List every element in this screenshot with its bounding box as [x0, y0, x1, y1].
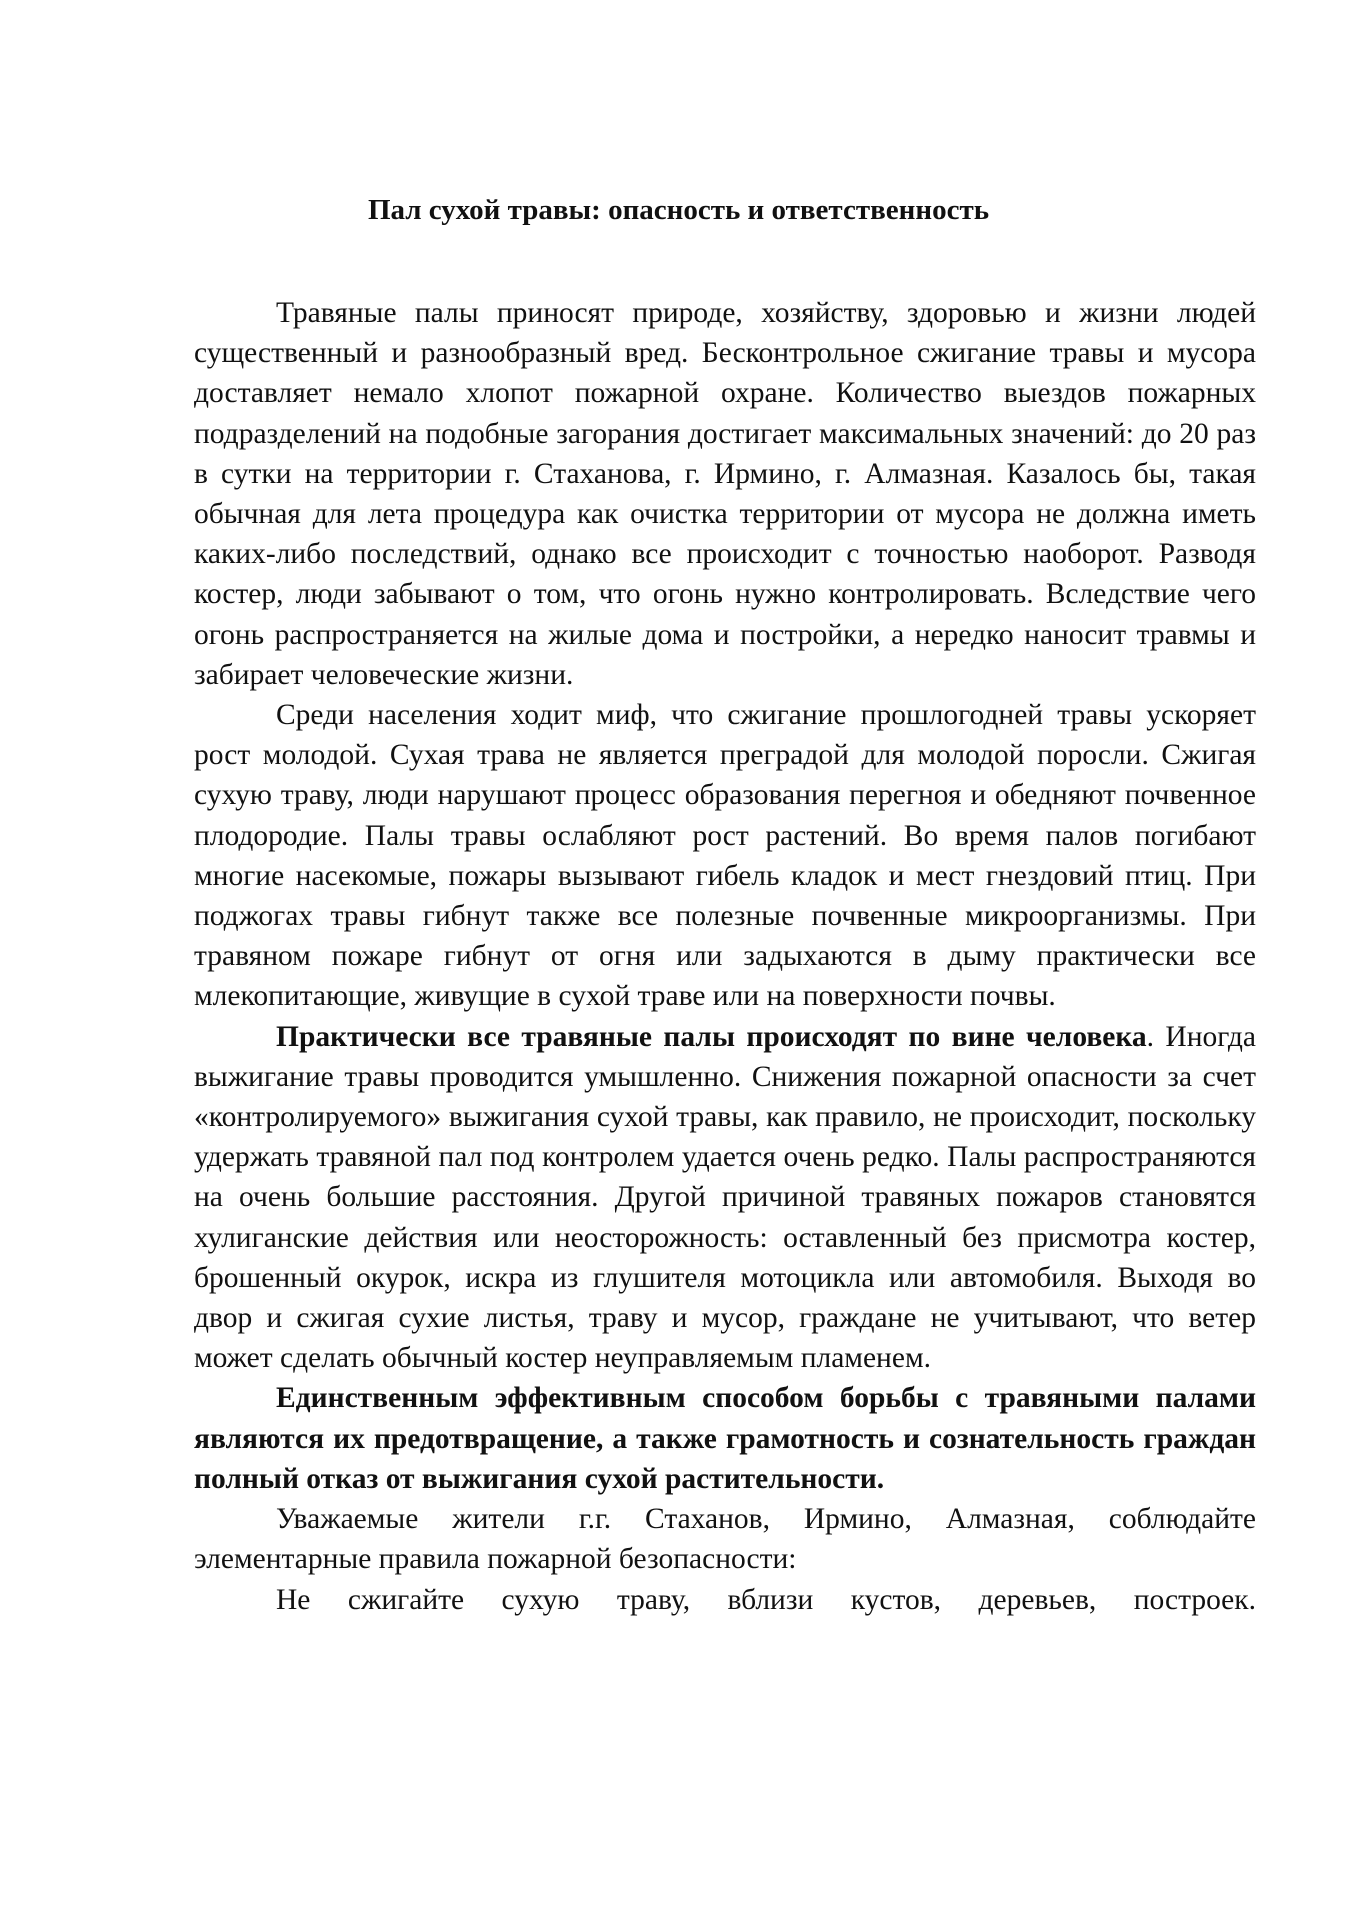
- paragraph-myth: Среди населения ходит миф, что сжигание прошлогодней травы ускоряет рост молодой. Сухая трава не является преградой для молодой поросли. Сжигая сухую траву, люди нарушают процесс образования перегноя и обедняют почвенное плодородие. Палы травы ослабляют рост растений. Во время палов погибают многие насекомые, пожары вызывают гибель кладок и мест гнездовий птиц. При поджогах травы гибнут также все полезные почвенные микроорганизмы. При травяном пожаре гибнут от огня или задыхаются в дыму практически все млекопитающие, живущие в сухой траве или на поверхности почвы.: [194, 699, 1256, 1013]
- paragraph-causes-lead: Практически все травяные палы происходят по вине человека: [276, 1020, 1147, 1053]
- paragraph-prevention: Единственным эффективным способом борьбы с травяными палами являются их предотвращение, а также грамотность и сознательность граждан полный отказ от выжигания сухой растительности.: [194, 1382, 1256, 1495]
- paragraph-harm: Травяные палы приносят природе, хозяйству, здоровью и жизни людей существенный и разнообразный вред. Бесконтрольное сжигание травы и мусора доставляет немало хлопот пожарной охране. Количество выездов пожарных подразделений на подобные загорания достигает максимальных значений: до 20 раз в сутки на территории г. Стаханова, г. Ирмино, г. Алмазная. Казалось бы, такая обычная для лета процедура как очистка территории от мусора не должна иметь каких-либо последствий, однако все происходит с точностью наоборот. Разводя костер, люди забывают о том, что огонь нужно контролировать. Вследствие чего огонь распространяется на жилые дома и постройки, а нередко наносит травмы и забирает человеческие жизни.: [194, 297, 1256, 691]
- paragraph-causes-text: . Иногда выжигание травы проводится умышленно. Снижения пожарной опасности за счет «контролируемого» выжигания сухой травы, как правило, не происходит, поскольку удержать травяной пал под контролем удается очень редко. Палы распространяются на очень большие расстояния. Другой причиной травяных пожаров становятся хулиганские действия или неосторожность: оставленный без присмотра костер, брошенный окурок, искра из глушителя мотоцикла или автомобиля. Выходя во двор и сжигая сухие листья, траву и мусор, граждане не учитывают, что ветер может сделать обычный костер неуправляемым пламенем.: [194, 1020, 1257, 1375]
- paragraph-causes: [194, 1017, 1256, 1379]
- document-title: Пал сухой травы: опасность и ответственность: [367, 194, 990, 226]
- paragraph-rule: Не сжигайте сухую траву, вблизи кустов, деревьев, построек.: [276, 1583, 1256, 1616]
- paragraph-appeal: Уважаемые жители г.г. Стаханов, Ирмино, Алмазная, соблюдайте элементарные правила пожарной безопасности:: [194, 1503, 1256, 1576]
- document-body: [194, 293, 1256, 1620]
